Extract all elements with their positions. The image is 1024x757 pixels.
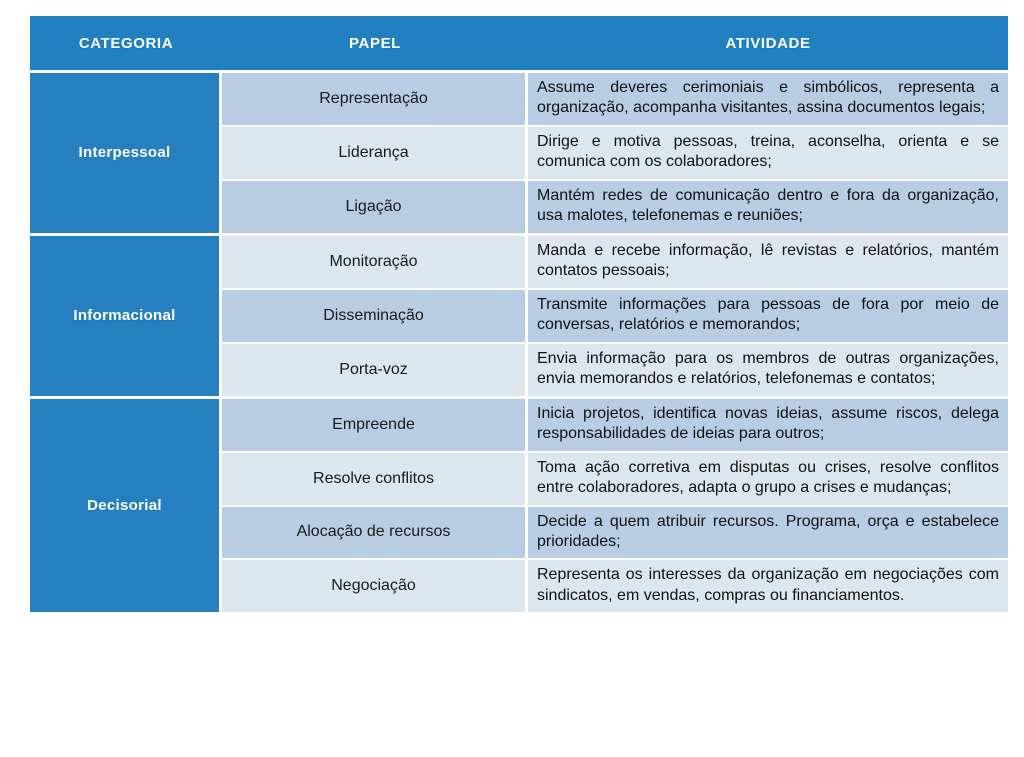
role-cell: Representação (222, 70, 528, 125)
table-body (30, 70, 1008, 612)
activity-cell: Representa os interesses da organização em negociações com sindicatos, em vendas, compras ou financiamentos. (528, 558, 1008, 612)
table-row (30, 233, 1008, 288)
column-header-categoria: CATEGORIA (30, 16, 222, 70)
column-header-papel: PAPEL (222, 16, 528, 70)
activity-cell: Dirige e motiva pessoas, treina, aconselha, orienta e se comunica com os colaboradores; (528, 125, 1008, 179)
role-cell: Ligação (222, 179, 528, 233)
role-cell: Negociação (222, 558, 528, 612)
activity-cell: Manda e recebe informação, lê revistas e relatórios, mantém contatos pessoais; (528, 233, 1008, 288)
role-cell: Disseminação (222, 288, 528, 342)
table-header (30, 16, 1008, 70)
table-header-row (30, 16, 1008, 70)
managerial-roles-table-container (30, 16, 1008, 612)
category-cell: Informacional (30, 233, 222, 396)
role-cell: Resolve conflitos (222, 451, 528, 505)
category-cell: Interpessoal (30, 70, 222, 233)
table-row (30, 70, 1008, 125)
activity-cell: Envia informação para os membros de outras organizações, envia memorandos e relatórios, telefonemas e contatos; (528, 342, 1008, 396)
role-cell: Empreende (222, 396, 528, 451)
table-row (30, 396, 1008, 451)
activity-cell: Mantém redes de comunicação dentro e fora da organização, usa malotes, telefonemas e reuniões; (528, 179, 1008, 233)
role-cell: Monitoração (222, 233, 528, 288)
activity-cell: Toma ação corretiva em disputas ou crises, resolve conflitos entre colaboradores, adapta o grupo a crises e mudanças; (528, 451, 1008, 505)
activity-cell: Transmite informações para pessoas de fora por meio de conversas, relatórios e memorandos; (528, 288, 1008, 342)
activity-cell: Assume deveres cerimoniais e simbólicos, representa a organização, acompanha visitantes, assina documentos legais; (528, 70, 1008, 125)
managerial-roles-table (30, 16, 1008, 612)
column-header-atividade: ATIVIDADE (528, 16, 1008, 70)
role-cell: Alocação de recursos (222, 505, 528, 559)
role-cell: Liderança (222, 125, 528, 179)
role-cell: Porta-voz (222, 342, 528, 396)
activity-cell: Decide a quem atribuir recursos. Programa, orça e estabelece prioridades; (528, 505, 1008, 559)
activity-cell: Inicia projetos, identifica novas ideias, assume riscos, delega responsabilidades de ideias para outros; (528, 396, 1008, 451)
category-cell: Decisorial (30, 396, 222, 613)
